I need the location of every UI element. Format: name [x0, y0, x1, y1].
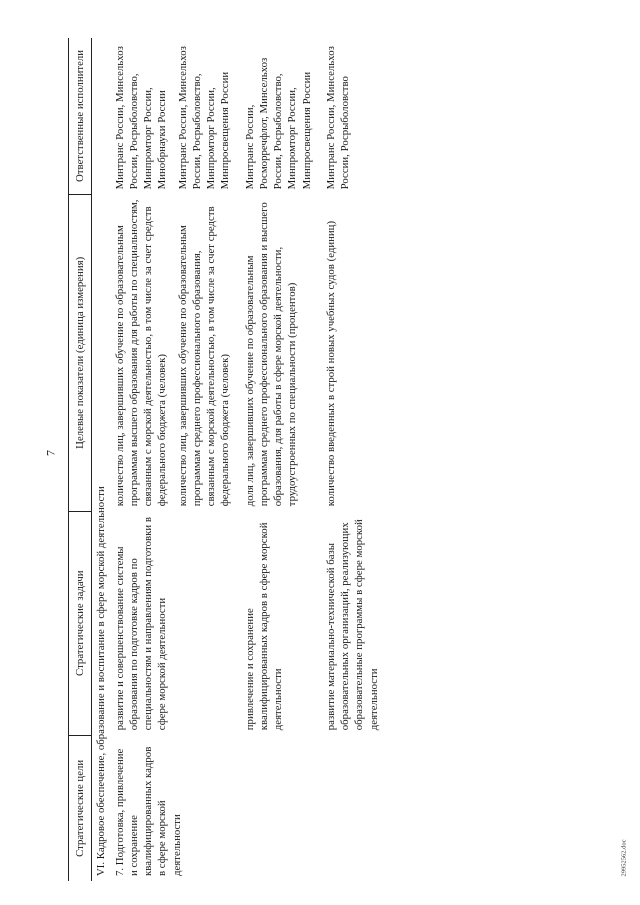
responsible-cell: [111, 38, 241, 194]
indicator-text: количество лиц, завершивших обучение по образовательным программам среднего профессионального образования, связанным с морской деятельностью, в том числе за счет средств федерального бюджета (человек): [176, 206, 232, 507]
section-title: VI. Кадровое обеспечение, образование и воспитание в сфере морской деятельности: [95, 486, 108, 876]
indicator-text: доля лиц, завершивших обучение по образовательным программам среднего профессионального образования и высшего образования, для работы в сфере морской деятельности, трудоустроенных по специальности (процентов): [243, 202, 299, 507]
page-number: 7: [43, 450, 58, 456]
indicators-cell: [322, 194, 383, 511]
table-container: [68, 38, 620, 881]
header-goals: Стратегические цели: [69, 735, 92, 881]
table-header-row: [69, 38, 92, 881]
section-row: [92, 38, 111, 881]
rotated-table-landscape: [68, 38, 620, 881]
table-row: [111, 38, 241, 881]
task-cell: привлечение и сохранение квалифицированных кадров в сфере морской деятельности: [243, 522, 284, 731]
indicator-text: количество лиц, завершивших обучение по образовательным программам высшего образования для работы по специальностям, связанным с морской деятельностью, в том числе за счет средств федерального бюджета (человек): [113, 199, 169, 507]
strategy-table: [68, 38, 383, 881]
header-tasks: Стратегические задачи: [69, 511, 92, 735]
task-cell: развитие материально-технической базы образовательных организаций, реализующих образовательные программы в сфере морской деятельности: [324, 519, 380, 731]
indicators-cell: [111, 194, 241, 511]
responsible-text: Минтранс России, Минсельхоз России, Росрыболовство, Минпромторг России, Минпросвещения России: [176, 46, 232, 190]
goal-cell: 7. Подготовка, привлечение и сохранение квалифицированных кадров в сфере морской деятельности: [113, 746, 183, 876]
responsible-text: Минтранс России, Росморречфлот, Минсельхоз России, Росрыболовство, Минпромторг России, Минпросвещения России: [243, 57, 313, 190]
footer-file-name: 29952562.doc: [620, 839, 628, 877]
header-indicators: Целевые показатели (единица измерения): [69, 194, 92, 511]
responsible-text: Минтранс России, Минсельхоз России, Росрыболовство, Минпромторг России, Минобрнауки России: [113, 46, 169, 190]
responsible-cell: [322, 38, 383, 194]
header-responsible: Ответственные исполнители: [69, 38, 92, 194]
indicators-cell: [241, 194, 322, 511]
responsible-cell: [241, 38, 322, 194]
task-cell: развитие и совершенствование системы образования по подготовке кадров по специальностям и направлениям подготовки в сфере морской деятельности: [113, 517, 169, 731]
responsible-text: Минтранс России, Минсельхоз России, Росрыболовство: [324, 46, 351, 190]
indicator-text: количество введенных в строй новых учебных судов (единиц): [324, 220, 337, 507]
